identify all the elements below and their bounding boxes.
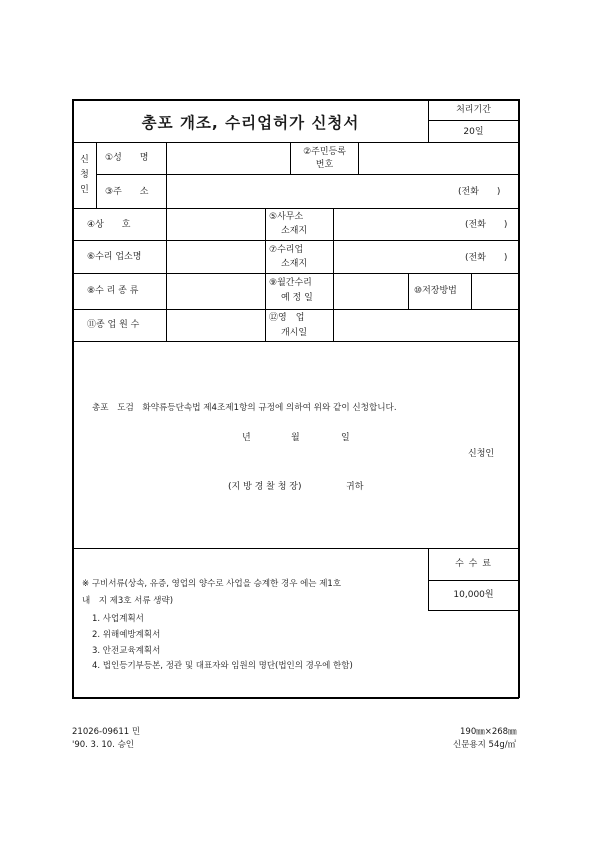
office-location-label-line1: ⑤사무소 xyxy=(269,212,304,222)
attachment-item: 1. 사업계획서 xyxy=(92,614,144,624)
attachment-item: 3. 안전교육계획서 xyxy=(92,646,161,656)
employee-count-label: ⑪종 업 원 수 xyxy=(87,320,140,330)
address-phone-label: (전화 ) xyxy=(458,187,501,197)
name-label: ①성 명 xyxy=(105,153,149,163)
applicant-section-char-1: 신 xyxy=(80,155,89,165)
frame-top xyxy=(72,99,519,101)
repair-shop-location-label-line1: ⑦수리업 xyxy=(269,245,304,255)
addressee: (지 방 경 찰 청 장) xyxy=(228,482,302,492)
paper-type: 신문용지 54g/㎡ xyxy=(453,740,517,750)
paper-size: 190㎜×268㎜ xyxy=(460,727,517,737)
rrn-label-line2: 번호 xyxy=(315,160,334,170)
rrn-label-line1: ②주민등록 xyxy=(303,147,346,157)
storage-method-label: ⑩저장방법 xyxy=(414,286,457,296)
address-label: ③주 소 xyxy=(105,187,149,197)
fee-bottom xyxy=(428,610,519,611)
row6-bottom xyxy=(72,273,519,274)
rrn-field[interactable] xyxy=(359,143,518,174)
repair-shop-location-label-line2: 소재지 xyxy=(281,259,308,269)
business-start-label-line1: ⑫영 업 xyxy=(269,313,305,323)
approval-date: '90. 3. 10. 승인 xyxy=(72,740,135,750)
attachment-item: 2. 위해예방계획서 xyxy=(92,630,161,640)
statement-text: 총포 도검 화약류등단속법 제4조제1항의 규정에 의하여 위와 같이 신청합니다. xyxy=(92,403,397,413)
frame-bottom xyxy=(72,697,519,699)
frame-right xyxy=(518,99,520,698)
repair-shop-name-field[interactable] xyxy=(167,241,265,273)
processing-period-label: 처리기간 xyxy=(456,105,491,115)
monthly-repair-label-line1: ⑨월간수리 xyxy=(269,278,312,288)
applicant-section-line xyxy=(96,142,97,208)
office-phone-label: (전화 ) xyxy=(465,220,508,230)
business-start-field[interactable] xyxy=(334,310,518,341)
storage-left xyxy=(408,273,409,309)
monthly-repair-field[interactable] xyxy=(334,274,408,309)
applicant-section-char-2: 청 xyxy=(80,170,89,180)
form-number: 21026-09611 민 xyxy=(72,727,141,737)
date-month: 월 xyxy=(291,433,300,443)
repair-type-field[interactable] xyxy=(167,274,265,309)
applicant-signature-field[interactable] xyxy=(420,444,466,464)
repair-phone-label: (전화 ) xyxy=(465,253,508,263)
addressee-suffix: 귀하 xyxy=(346,482,364,492)
fee-value: 10,000원 xyxy=(453,590,494,600)
applicant-signature-label: 신청인 xyxy=(468,449,495,459)
processing-divider xyxy=(428,120,519,121)
applicant-section-char-3: 인 xyxy=(80,185,89,195)
statement-bottom xyxy=(72,548,519,549)
date-year: 년 xyxy=(242,433,251,443)
storage-method-field[interactable] xyxy=(472,274,518,309)
name-field[interactable] xyxy=(167,143,290,174)
employee-count-field[interactable] xyxy=(167,310,265,341)
fee-label: 수 수 료 xyxy=(455,559,492,569)
trade-name-label: ④상 호 xyxy=(87,220,131,230)
fee-divider xyxy=(428,580,519,581)
trade-name-field[interactable] xyxy=(167,209,265,240)
repair-type-label: ⑧수 리 종 류 xyxy=(87,286,139,296)
row11-bottom xyxy=(72,341,519,342)
business-start-label-line2: 개시일 xyxy=(281,328,308,338)
monthly-repair-label-line2: 예 정 일 xyxy=(281,293,313,303)
mid-col-left xyxy=(265,208,266,341)
attachments-heading-line1: ※ 구비서류(상속, 유증, 영업의 양수로 사업을 승계한 경우 에는 제1호 xyxy=(82,579,342,589)
form-title: 총포 개조, 수리업허가 신청서 xyxy=(141,114,360,132)
attachments-heading-line2: 내 지 제3호 서류 생략) xyxy=(82,596,174,606)
repair-shop-name-label: ⑥수리 업소명 xyxy=(87,252,142,262)
office-location-label-line2: 소재지 xyxy=(281,226,308,236)
attachment-item: 4. 법인등기부등본, 정관 및 대표자와 임원의 명단(법인의 경우에 한함) xyxy=(92,661,353,671)
date-day: 일 xyxy=(341,433,350,443)
processing-period-value: 20일 xyxy=(463,127,484,137)
